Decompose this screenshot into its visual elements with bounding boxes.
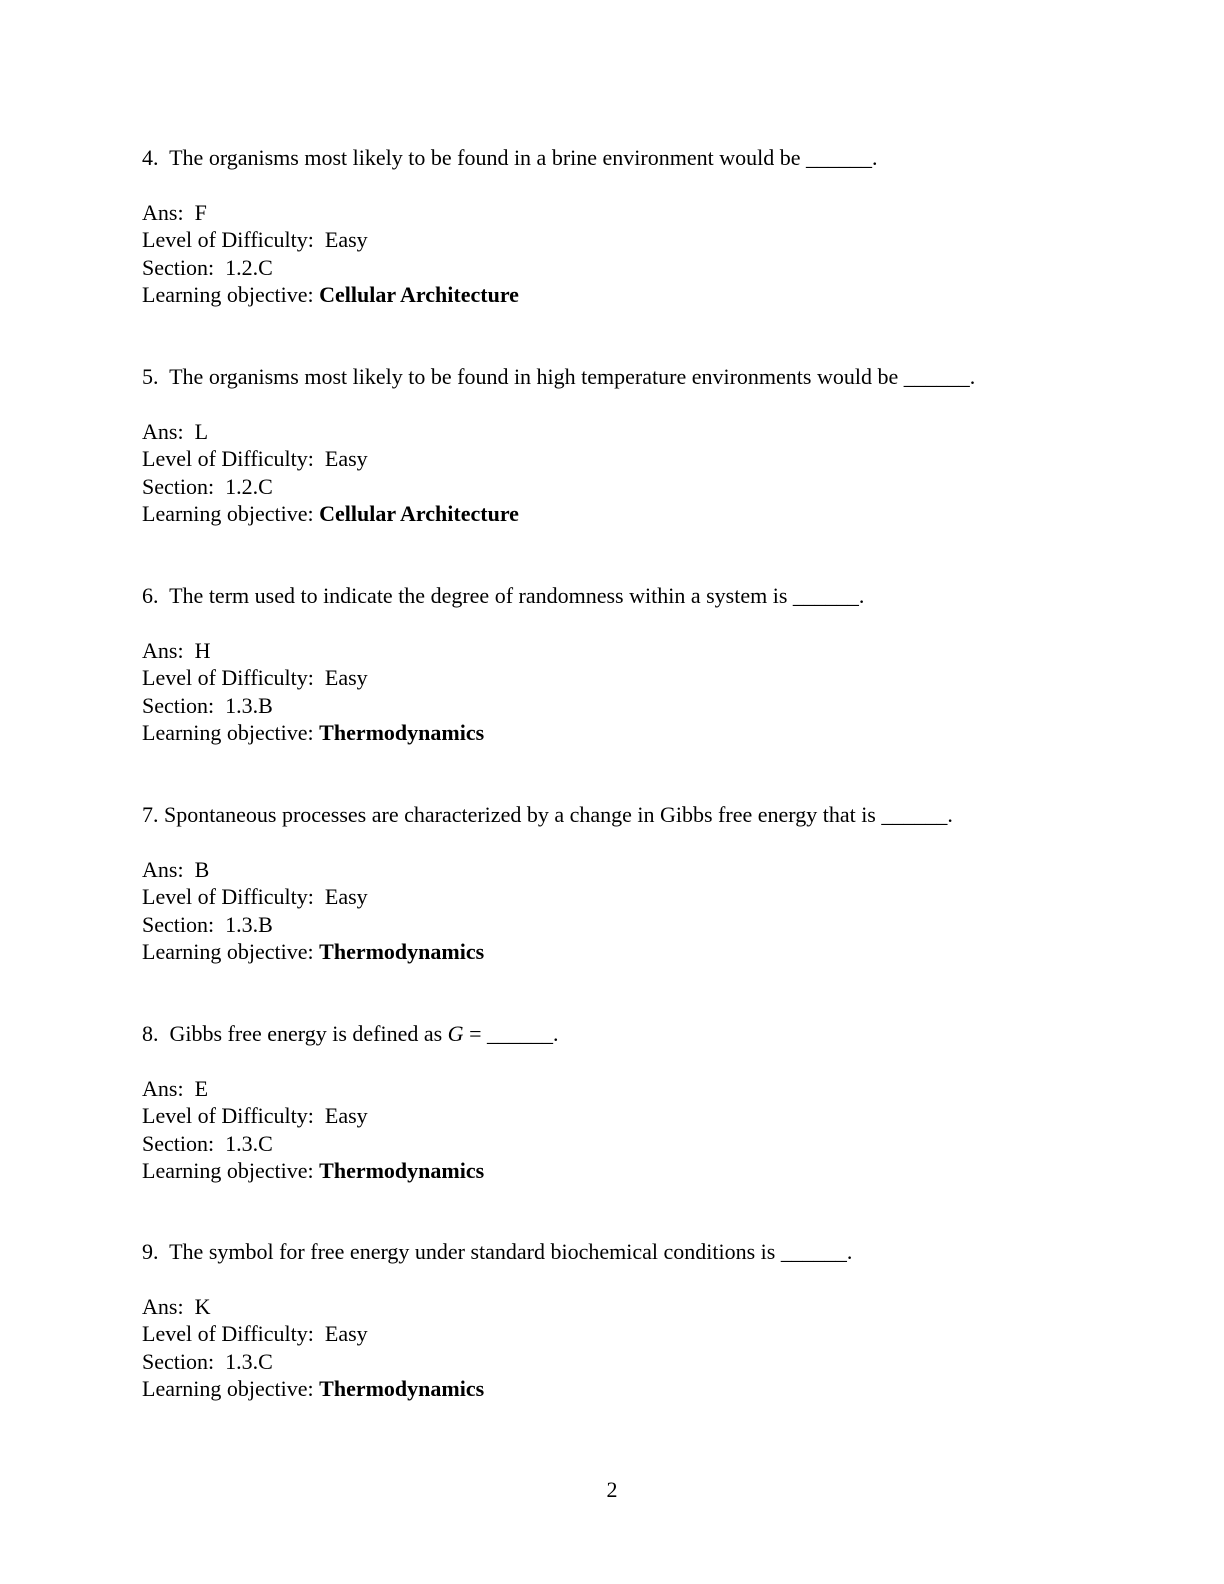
answer-line	[142, 199, 1102, 227]
section-label: Section:	[142, 692, 215, 718]
difficulty-line	[142, 1320, 1102, 1348]
difficulty-value: Easy	[324, 1103, 368, 1128]
objective-label: Learning objective:	[142, 501, 314, 526]
question-number: 5.	[142, 364, 159, 389]
answer-label: Ans:	[142, 637, 184, 663]
answer-line	[142, 1075, 1102, 1103]
answer-block	[142, 856, 1102, 966]
section-line	[142, 254, 1102, 282]
answer-line	[142, 418, 1102, 446]
answer-value: F	[194, 199, 207, 225]
difficulty-value: Easy	[324, 665, 368, 690]
objective-line	[142, 281, 1102, 309]
section-value: 1.3.C	[225, 1348, 273, 1374]
answer-label: Ans:	[142, 1293, 184, 1319]
section-label: Section:	[142, 1130, 215, 1156]
answer-value: E	[194, 1075, 209, 1101]
difficulty-value: Easy	[324, 446, 368, 471]
question-8	[142, 1020, 1102, 1185]
objective-label: Learning objective:	[142, 939, 314, 964]
question-5	[142, 363, 1102, 528]
objective-line	[142, 500, 1102, 528]
objective-label: Learning objective:	[142, 282, 314, 307]
objective-value: Cellular Architecture	[319, 282, 519, 307]
difficulty-label: Level of Difficulty:	[142, 884, 314, 909]
section-line	[142, 473, 1102, 501]
section-value: 1.2.C	[225, 254, 273, 280]
objective-label: Learning objective:	[142, 1158, 314, 1183]
difficulty-value: Easy	[324, 227, 368, 252]
answer-block	[142, 1293, 1102, 1403]
question-9	[142, 1238, 1102, 1403]
section-line	[142, 692, 1102, 720]
objective-line	[142, 719, 1102, 747]
difficulty-label: Level of Difficulty:	[142, 1321, 314, 1346]
question-prompt: The organisms most likely to be found in high temperature environments would be ______.	[169, 364, 976, 389]
section-value: 1.3.B	[225, 911, 273, 937]
difficulty-line	[142, 883, 1102, 911]
question-text	[142, 801, 1102, 829]
answer-line	[142, 1293, 1102, 1321]
section-label: Section:	[142, 1348, 215, 1374]
answer-value: K	[194, 1293, 211, 1319]
objective-line	[142, 1375, 1102, 1403]
answer-block	[142, 1075, 1102, 1185]
question-text	[142, 144, 1102, 172]
answer-block	[142, 199, 1102, 309]
question-prompt: The symbol for free energy under standard biochemical conditions is ______.	[169, 1239, 853, 1264]
question-number: 6.	[142, 583, 159, 608]
answer-label: Ans:	[142, 199, 184, 225]
question-text	[142, 1020, 1102, 1048]
question-number: 4.	[142, 145, 159, 170]
answer-line	[142, 637, 1102, 665]
difficulty-line	[142, 1102, 1102, 1130]
question-6	[142, 582, 1102, 747]
objective-value: Thermodynamics	[319, 939, 485, 964]
question-prompt: The term used to indicate the degree of randomness within a system is ______.	[169, 583, 865, 608]
section-line	[142, 1130, 1102, 1158]
objective-value: Thermodynamics	[319, 1376, 485, 1401]
section-value: 1.2.C	[225, 473, 273, 499]
difficulty-label: Level of Difficulty:	[142, 227, 314, 252]
section-label: Section:	[142, 254, 215, 280]
answer-value: B	[194, 856, 210, 882]
question-prompt: Spontaneous processes are characterized by a change in Gibbs free energy that is ______.	[164, 802, 953, 827]
objective-value: Thermodynamics	[319, 720, 485, 745]
gibbs-variable: G	[447, 1021, 464, 1046]
section-line	[142, 1348, 1102, 1376]
objective-value: Thermodynamics	[319, 1158, 485, 1183]
answer-line	[142, 856, 1102, 884]
answer-label: Ans:	[142, 418, 184, 444]
objective-label: Learning objective:	[142, 1376, 314, 1401]
difficulty-value: Easy	[324, 1321, 368, 1346]
question-text	[142, 1238, 1102, 1266]
answer-label: Ans:	[142, 856, 184, 882]
question-number: 7.	[142, 802, 159, 827]
difficulty-label: Level of Difficulty:	[142, 446, 314, 471]
difficulty-label: Level of Difficulty:	[142, 665, 314, 690]
question-text	[142, 582, 1102, 610]
answer-block	[142, 418, 1102, 528]
difficulty-line	[142, 445, 1102, 473]
answer-value: H	[194, 637, 211, 663]
question-7	[142, 801, 1102, 966]
answer-block	[142, 637, 1102, 747]
section-line	[142, 911, 1102, 939]
objective-line	[142, 938, 1102, 966]
section-label: Section:	[142, 911, 215, 937]
difficulty-value: Easy	[324, 884, 368, 909]
question-number: 9.	[142, 1239, 159, 1264]
question-4	[142, 144, 1102, 309]
objective-value: Cellular Architecture	[319, 501, 519, 526]
difficulty-line	[142, 664, 1102, 692]
question-text	[142, 363, 1102, 391]
section-label: Section:	[142, 473, 215, 499]
question-prompt-start: Gibbs free energy is defined as	[169, 1021, 448, 1046]
difficulty-line	[142, 226, 1102, 254]
question-prompt: The organisms most likely to be found in a brine environment would be ______.	[169, 145, 878, 170]
question-number: 8.	[142, 1021, 159, 1046]
answer-label: Ans:	[142, 1075, 184, 1101]
difficulty-label: Level of Difficulty:	[142, 1103, 314, 1128]
section-value: 1.3.B	[225, 692, 273, 718]
answer-value: L	[194, 418, 209, 444]
objective-label: Learning objective:	[142, 720, 314, 745]
page-number: 2	[606, 1477, 618, 1502]
section-value: 1.3.C	[225, 1130, 273, 1156]
objective-line	[142, 1157, 1102, 1185]
question-prompt-end: = ______.	[463, 1021, 559, 1046]
